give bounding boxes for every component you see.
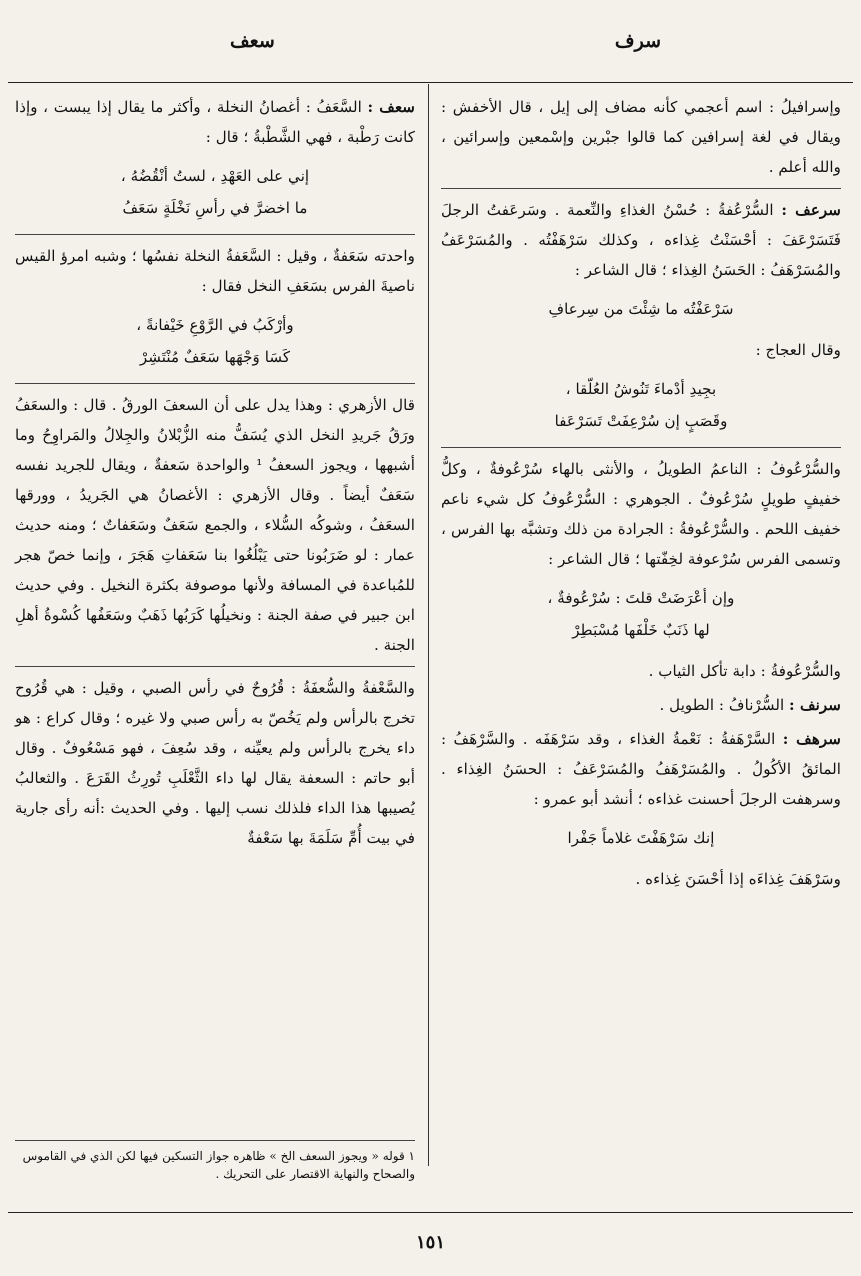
entry-text: والسُّرْعُوفُ : الناعمُ الطويلُ ، والأنثى بالهاء سُرْعُوفةٌ ، وكلُّ خفيفٍ طويلٍ سُرْعُوفٌ . الجوهري : السُّرْعُوفُ كل شيء ناعم خفيف اللحم . والسُّرْعُوفةُ : الجرادة من ذلك وتشبَّه بها الفرس ، وتسمى الفرس سُرْعوفة لخِفّتها ؛ قال الشاعر : bbox=[441, 460, 841, 568]
footnote: ١ قوله « ويجوز السعف الخ » ظاهره جواز التسكين فيها لكن الذي في القاموس والصحاح والنهاية الاقتصار على التحريك . bbox=[15, 1140, 415, 1183]
entry-sarafa bbox=[441, 195, 841, 285]
entry-srhf bbox=[441, 724, 841, 814]
entry-text: وسَرْهَفَ غِذاءَه إذا أحْسَنَ غِذاءه . bbox=[635, 870, 841, 888]
separator bbox=[15, 383, 415, 384]
verse-line: كَسَا وَجْهَها سَعَفٌ مُنْتَشِرْ bbox=[139, 348, 291, 366]
verse bbox=[15, 309, 415, 373]
entry-text: واحدته سَعَفةٌ ، وقيل : السَّعَفةُ النخلة نفسُها ؛ وشبه امرؤ القيس ناصيةَ الفرس بسَعَفِ النخل فقال : bbox=[15, 247, 415, 295]
bottom-rule bbox=[8, 1212, 853, 1213]
verse bbox=[441, 373, 841, 437]
entry-text: والسُّرْعُوفةُ : دابة تأكل الثياب . bbox=[648, 662, 841, 680]
verse-line: وإن أعْرَضَتْ قلتَ : سُرْعُوفةٌ ، bbox=[547, 589, 735, 607]
entry-srnf bbox=[441, 690, 841, 720]
separator bbox=[441, 447, 841, 448]
separator bbox=[15, 234, 415, 235]
verse bbox=[15, 160, 415, 224]
verse bbox=[441, 582, 841, 646]
verse-line: إني على العَهْدِ ، لستُ أنْقُضُهُ ، bbox=[120, 167, 310, 185]
verse-line: وأرْكَبُ في الرَّوْعِ خَيْفانةً ، bbox=[136, 316, 294, 334]
column-divider bbox=[428, 84, 429, 1166]
headword-sraf: سرعف : bbox=[781, 201, 841, 219]
entry-saaf bbox=[15, 92, 415, 152]
headword-saaf: سعف : bbox=[367, 98, 416, 116]
verse bbox=[441, 293, 841, 325]
entry-text: السُّرْعُفةُ : حُسْنُ الغذاءِ والنِّعمة . وسَرعَفتُ الرجلَ فَتَسَرْعَفَ : أحْسَنْتُ غِذاءه ، وكذلك سَرْهَفْتُه . والمُسَرْعَفُ والمُسَرْهَفُ : الحَسَنُ الغِذاء ؛ قال الشاعر : bbox=[441, 201, 841, 279]
verse-line: بجِيدِ أدْماءَ تَنُوشُ العُلّقا ، bbox=[565, 380, 717, 398]
entry-israfil: وإسرافيلُ : اسم أعجمي كأنه مضاف إلى إيل ، قال الأخفش : ويقال في لغة إسرافين كما قالوا جبْرين وإسْمعين وإسرائين ، والله أعلم . bbox=[441, 98, 841, 176]
entry-text: السَّرْهَفةُ : نَعْمةُ الغذاء ، وقد سَرْهَفَه . والسَّرْهَفُ : المائقُ الأكُولُ . والمُسَرْهَفُ والمُسَرْعَفُ : الحسَنُ الغِذاء . وسرهفت الرجلَ أحسنت غذاءه ؛ أنشد أبو عمرو : bbox=[441, 730, 841, 808]
separator bbox=[15, 666, 415, 667]
headword-srhf: سرهف : bbox=[782, 730, 842, 748]
left-column bbox=[15, 92, 415, 1150]
separator bbox=[441, 188, 841, 189]
verse-line: إنك سَرْهَفْتَ غلاماً جَفْرا bbox=[567, 829, 715, 847]
right-column bbox=[441, 92, 841, 898]
verse-line: لها ذَنَبٌ خَلْفَها مُسْبَطِرْ bbox=[572, 621, 710, 639]
page-number: ١٥١ bbox=[415, 1232, 445, 1253]
verse-line: ما اخضرَّ في رأسِ نَخْلَةٍ سَعَفُ bbox=[122, 199, 308, 217]
headword-srnf: سرنف : bbox=[789, 696, 841, 714]
verse-line: سَرْعَفْتُه ما شِئْتَ من سِرعافِ bbox=[548, 300, 734, 318]
entry-text: السُّرْنافُ : الطويل . bbox=[659, 696, 785, 714]
verse bbox=[441, 822, 841, 854]
running-head-right: سرف bbox=[614, 30, 661, 52]
entry-text: السَّعَفُ : أغصانُ النخلة ، وأكثر ما يقال إذا يبست ، وإذا كانت رَطْبة ، فهي الشَّطْبةُ ؛ قال : bbox=[15, 98, 415, 146]
entry-text: وقال العجاج : bbox=[755, 341, 841, 359]
entry-text: والسَّعْفةُ والسُّعفَةُ : قُرُوحٌ في رأس الصبي ، وقيل : هي قُرُوح تخرج بالرأس ولم يَخُصّ به رأس صبي ولا غيره ؛ وقال كراع : هو داء يخرج بالرأس ولم يعيِّنه ، وقد سُعِفَ ، فهو مَسْعُوفٌ . وقال أبو حاتم : السعفة يقال لها داء الثَّعْلَبِ تُورِثُ القَرَعَ . والثعالبُ يُصيبها هذا الداء فلذلك نسب إليها . وفي الحديث :أنه رأى جارية في بيت أُمِّ سَلَمَةَ بها سَعْفةٌ bbox=[15, 679, 415, 847]
page-header bbox=[0, 30, 861, 70]
entry-text: قال الأزهري : وهذا يدل على أن السعفَ الورقُ . قال : والسعَفُ ورَقُ جَريدِ النخل الذي يُسَفُّ منه الزُّبْلانُ والجِلالُ والمَراوِحُ وما أشبهها ، ويجوز السعفُ ¹ والواحدة سَعفةٌ ، ويقال للجريد نفسه سَعَفٌ أيضاً . وقال الأزهري : الأغصانُ هي الجَريدُ ، وورقها السعَفُ ، وشوكُه السُّلاء ، والجمع سَعَفٌ وسَعَفاتٌ ؛ ومنه حديث عمار : لو ضَرَبُونا حتى يَبْلُغُوا بنا سَعَفاتِ هَجَرَ ، وإنما خصّ هجر للمُباعدة في المسافة ولأنها موصوفة بكثرة النخيل . وفي حديث ابن جبير في صفة الجنة : ونخيلُها كَرَبُها ذَهَبٌ وسَعَفُها كُسْوةُ أهلِ الجنة . bbox=[15, 396, 416, 654]
running-head-left: سعف bbox=[230, 30, 275, 52]
verse-line: وقَصَبٍ إن سُرْعِفَتْ تَسَرْعَفا bbox=[554, 412, 728, 430]
top-rule bbox=[8, 82, 853, 83]
